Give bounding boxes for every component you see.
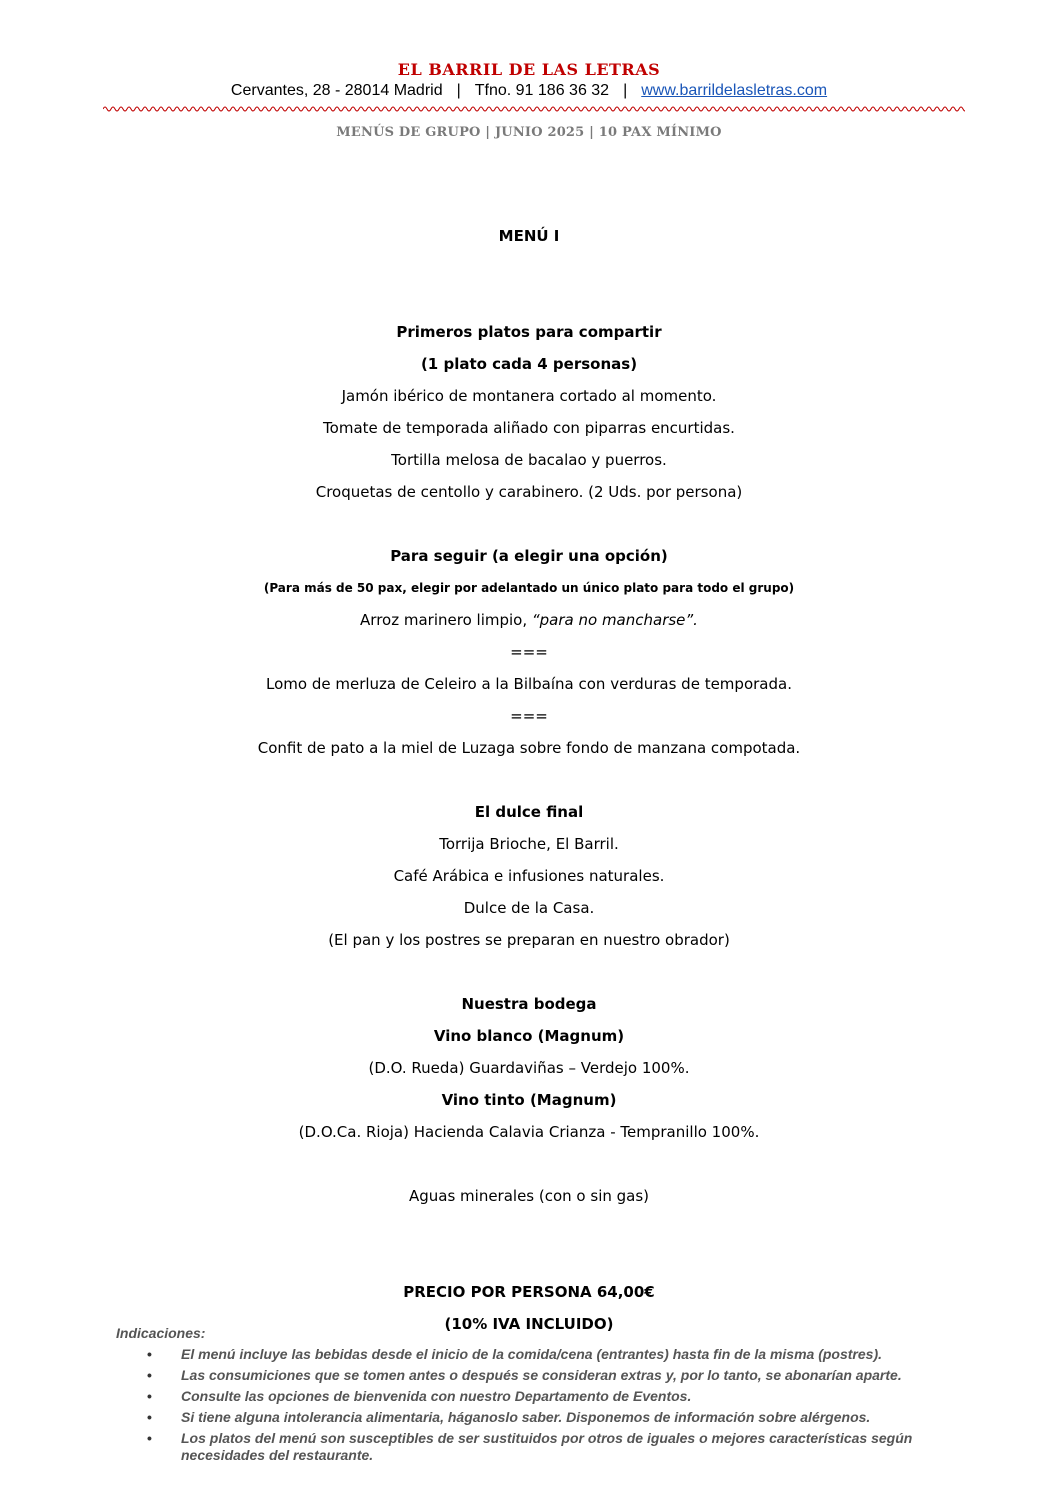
mains-note: (Para más de 50 pax, elegir por adelantado un único plato para todo el grupo) bbox=[263, 581, 795, 595]
list-item: • Las consumiciones que se tomen antes o después se consideran extras y, por lo tanto, se abonarían aparte. bbox=[147, 1367, 902, 1383]
red-wine-heading: Vino tinto (Magnum) bbox=[441, 1091, 617, 1109]
menu-item: Jamón ibérico de montanera cortado al momento. bbox=[341, 387, 717, 405]
bullet-icon: • bbox=[147, 1346, 152, 1362]
list-item: • Los platos del menú son susceptibles de ser sustituidos por otros de iguales o mejores características según necesidades del restaurante. bbox=[147, 1430, 913, 1463]
wine-heading: Nuestra bodega bbox=[461, 995, 597, 1013]
menu-item: Dulce de la Casa. bbox=[463, 899, 595, 917]
bullet-icon: • bbox=[147, 1367, 152, 1383]
contact-line bbox=[0, 82, 1058, 100]
starters-heading: Primeros platos para compartir bbox=[396, 323, 662, 341]
option-divider: === bbox=[510, 707, 548, 725]
menu-subheading: MENÚS DE GRUPO | JUNIO 2025 | 10 PAX MÍNIMO bbox=[336, 125, 722, 140]
menu-item: Lomo de merluza de Celeiro a la Bilbaína con verduras de temporada. bbox=[266, 675, 792, 693]
list-item: • Consulte las opciones de bienvenida con nuestro Departamento de Eventos. bbox=[147, 1388, 692, 1404]
menu-item: (El pan y los postres se preparan en nuestro obrador) bbox=[328, 931, 730, 949]
starters-note: (1 plato cada 4 personas) bbox=[420, 355, 638, 373]
option-divider: === bbox=[510, 643, 548, 661]
menu-item: Café Arábica e infusiones naturales. bbox=[393, 867, 665, 885]
menu-item: Torrija Brioche, El Barril. bbox=[439, 835, 619, 853]
indications-title: Indicaciones: bbox=[116, 1325, 206, 1341]
price: PRECIO POR PERSONA 64,00€ bbox=[403, 1283, 655, 1301]
list-item: • El menú incluye las bebidas desde el inicio de la comida/cena (entrantes) hasta fin de la misma (postres). bbox=[147, 1346, 882, 1362]
bullet-icon: • bbox=[147, 1409, 152, 1425]
white-wine: (D.O. Rueda) Guardaviñas – Verdejo 100%. bbox=[368, 1059, 690, 1077]
menu-item: Croquetas de centollo y carabinero. (2 Uds. por persona) bbox=[315, 483, 743, 501]
dessert-heading: El dulce final bbox=[474, 803, 584, 821]
bullet-icon: • bbox=[147, 1430, 152, 1446]
water: Aguas minerales (con o sin gas) bbox=[408, 1187, 650, 1205]
menu-body bbox=[0, 224, 1058, 1344]
phone: Tfno. 91 186 36 32 bbox=[474, 82, 610, 99]
menu-item: Tomate de temporada aliñado con piparras encurtidas. bbox=[323, 419, 735, 437]
white-wine-heading: Vino blanco (Magnum) bbox=[433, 1027, 625, 1045]
separator: | bbox=[456, 82, 461, 99]
restaurant-name: EL BARRIL DE LAS LETRAS bbox=[397, 60, 661, 79]
menu-item: Tortilla melosa de bacalao y puerros. bbox=[391, 451, 667, 469]
red-wine: (D.O.Ca. Rioja) Hacienda Calavia Crianza - Tempranillo 100%. bbox=[298, 1123, 760, 1141]
menu-title: MENÚ I bbox=[498, 227, 560, 245]
decorative-wave-divider bbox=[103, 104, 965, 114]
bullet-icon: • bbox=[147, 1388, 152, 1404]
separator: | bbox=[623, 82, 628, 99]
address: Cervantes, 28 - 28014 Madrid bbox=[230, 82, 443, 99]
mains-heading: Para seguir (a elegir una opción) bbox=[390, 547, 668, 565]
tax-note: (10% IVA INCLUIDO) bbox=[444, 1315, 614, 1333]
menu-item: Confit de pato a la miel de Luzaga sobre fondo de manzana compotada. bbox=[257, 739, 801, 757]
website-link[interactable]: www.barrildelasletras.com bbox=[641, 82, 828, 99]
list-item: • Si tiene alguna intolerancia alimentaria, háganoslo saber. Disponemos de información sobre alérgenos. bbox=[147, 1409, 871, 1425]
indications-list bbox=[147, 1346, 947, 1468]
menu-item: Arroz marinero limpio, “para no mancharse”. bbox=[360, 611, 698, 629]
